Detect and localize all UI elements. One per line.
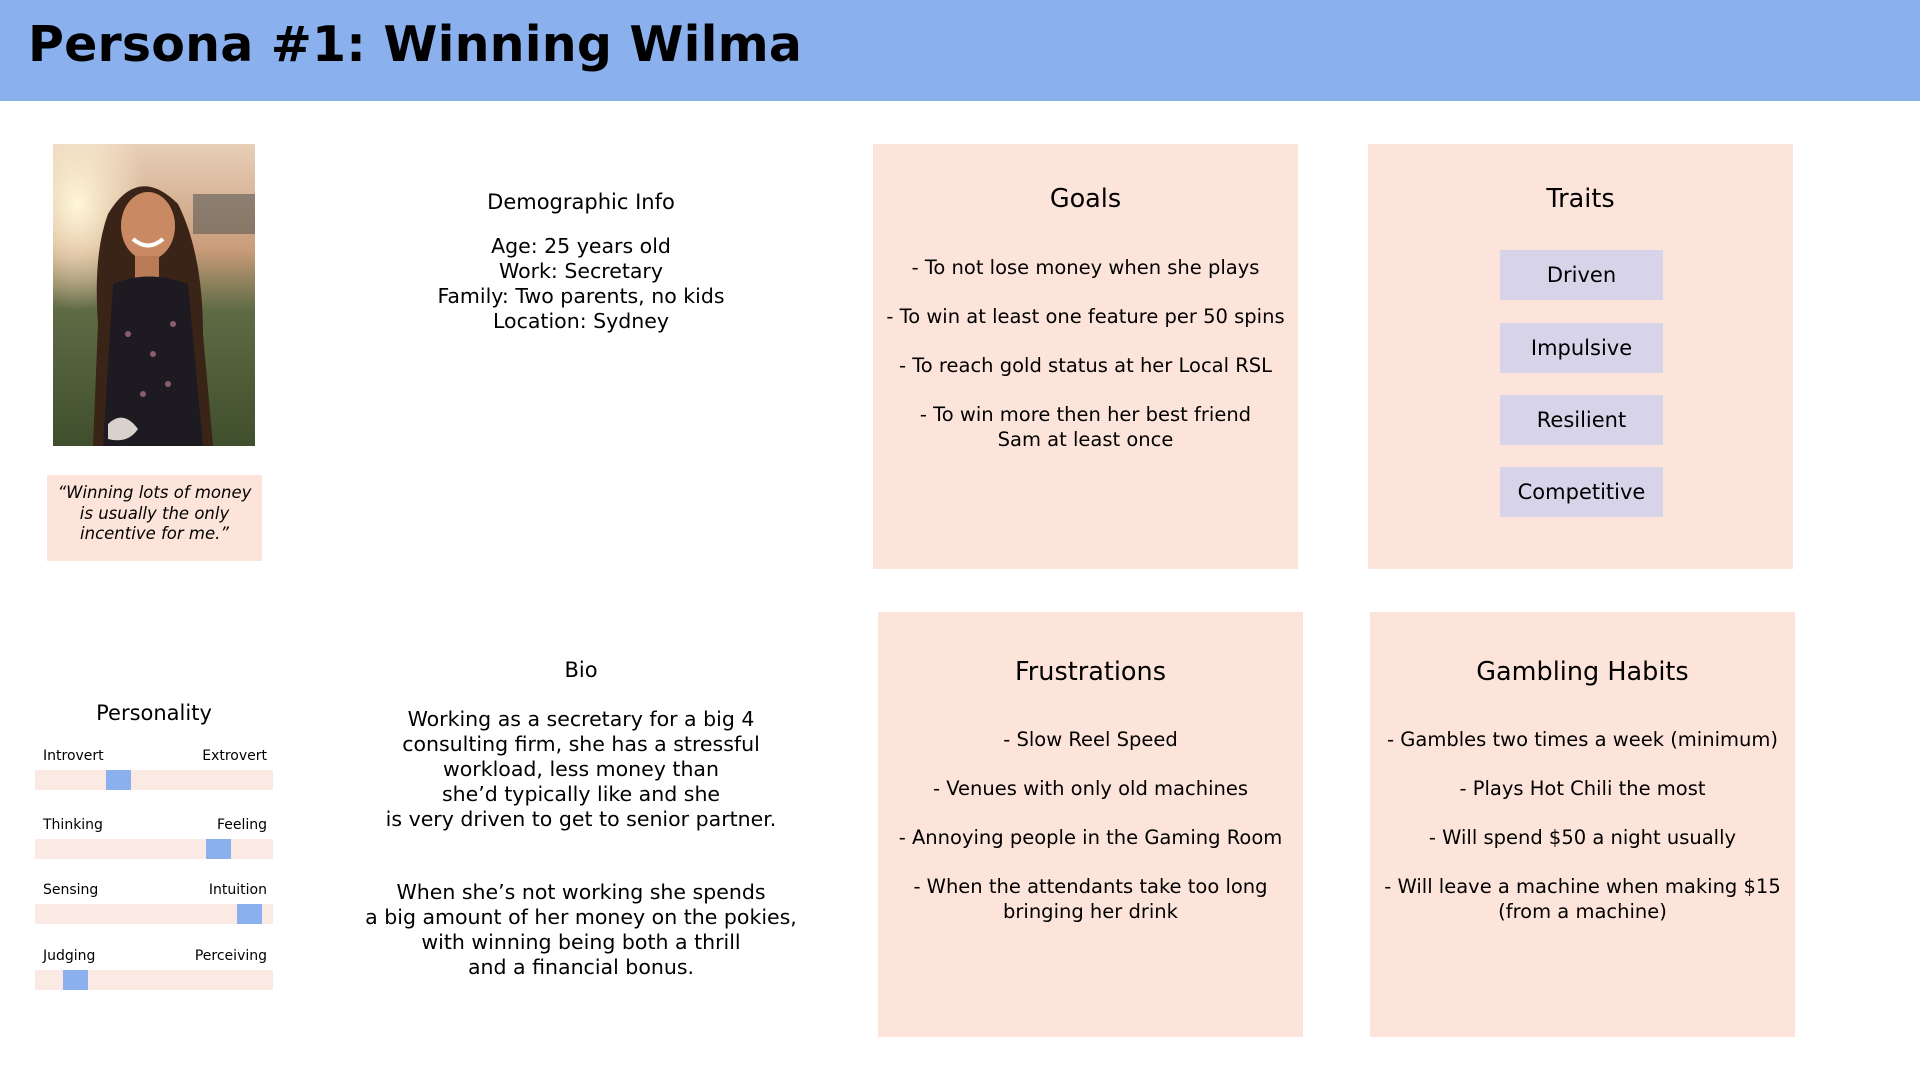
trait-tag: Competitive xyxy=(1500,467,1663,517)
demographic-title: Demographic Info xyxy=(487,190,675,214)
demographic-info xyxy=(381,190,781,334)
personality-scale-introvert-extrovert xyxy=(35,748,273,804)
habit-item: - Plays Hot Chili the most xyxy=(1459,777,1706,800)
demographic-line: Work: Secretary xyxy=(499,259,663,283)
gambling-habits-card xyxy=(1370,612,1795,1037)
bio-line: consulting firm, she has a stressful xyxy=(402,732,760,756)
bio-line: workload, less money than xyxy=(443,757,719,781)
scale-track xyxy=(35,839,273,859)
bio xyxy=(361,658,801,980)
bio-line: and a financial bonus. xyxy=(467,955,695,979)
bio-line: with winning being both a thrill xyxy=(421,930,741,954)
trait-tag: Resilient xyxy=(1500,395,1663,445)
gambling-habits-list xyxy=(1370,727,1795,948)
persona-quote: “Winning lots of money is usually the only incentive for me.” xyxy=(47,475,262,561)
persona-photo-image xyxy=(53,144,255,446)
trait-tag: Driven xyxy=(1500,250,1663,300)
goal-item: - To win more then her best friend Sam at least once xyxy=(919,403,1252,451)
frustration-item: - Venues with only old machines xyxy=(932,777,1249,800)
scale-marker xyxy=(106,770,131,790)
goals-card xyxy=(873,144,1298,569)
page-title: Persona #1: Winning Wilma xyxy=(28,16,803,73)
goal-item: - To not lose money when she plays xyxy=(911,256,1260,279)
goal-item: - To reach gold status at her Local RSL xyxy=(898,354,1273,377)
goals-list xyxy=(873,255,1298,476)
goals-title: Goals xyxy=(1049,184,1122,214)
scale-right-label: Intuition xyxy=(208,882,267,898)
frustration-item: - When the attendants take too long bringing her drink xyxy=(913,875,1268,923)
personality-scale-sensing-intuition xyxy=(35,882,273,938)
trait-tag: Impulsive xyxy=(1500,323,1663,373)
scale-track xyxy=(35,770,273,790)
bio-line: is very driven to get to senior partner. xyxy=(385,807,777,831)
demographic-line: Location: Sydney xyxy=(492,309,670,333)
scale-marker xyxy=(63,970,88,990)
frustration-item: - Annoying people in the Gaming Room xyxy=(898,826,1283,849)
demographic-line: Family: Two parents, no kids xyxy=(437,284,725,308)
scale-marker xyxy=(237,904,262,924)
personality-scale-judging-perceiving xyxy=(35,948,273,1004)
personality-scale-thinking-feeling xyxy=(35,817,273,873)
scale-left-label: Judging xyxy=(43,948,96,964)
scale-right-label: Extrovert xyxy=(202,748,267,764)
scale-right-label: Feeling xyxy=(216,817,267,833)
frustrations-card xyxy=(878,612,1303,1037)
traits-card xyxy=(1368,144,1793,569)
scale-left-label: Sensing xyxy=(43,882,99,898)
header-bar xyxy=(0,0,1920,101)
scale-left-label: Introvert xyxy=(43,748,104,764)
traits-title: Traits xyxy=(1546,184,1615,214)
bio-title: Bio xyxy=(564,658,598,682)
bio-line: she’d typically like and she xyxy=(441,782,721,806)
bio-line: Working as a secretary for a big 4 xyxy=(407,707,755,731)
goal-item: - To win at least one feature per 50 spins xyxy=(886,305,1285,328)
frustration-item: - Slow Reel Speed xyxy=(1003,728,1178,751)
scale-left-label: Thinking xyxy=(43,817,103,833)
scale-right-label: Perceiving xyxy=(194,948,267,964)
habit-item: - Gambles two times a week (minimum) xyxy=(1387,728,1778,751)
gambling-habits-title: Gambling Habits xyxy=(1476,657,1689,687)
demographic-line: Age: 25 years old xyxy=(491,234,671,258)
frustrations-title: Frustrations xyxy=(1015,657,1166,687)
scale-marker xyxy=(206,839,231,859)
bio-line: When she’s not working she spends xyxy=(396,880,766,904)
frustrations-list xyxy=(878,727,1303,948)
bio-line: a big amount of her money on the pokies, xyxy=(365,905,797,929)
habit-item: - Will leave a machine when making $15 (from a machine) xyxy=(1384,875,1781,923)
persona-photo xyxy=(53,144,255,446)
habit-item: - Will spend $50 a night usually xyxy=(1428,826,1737,849)
personality-title: Personality xyxy=(96,701,212,725)
